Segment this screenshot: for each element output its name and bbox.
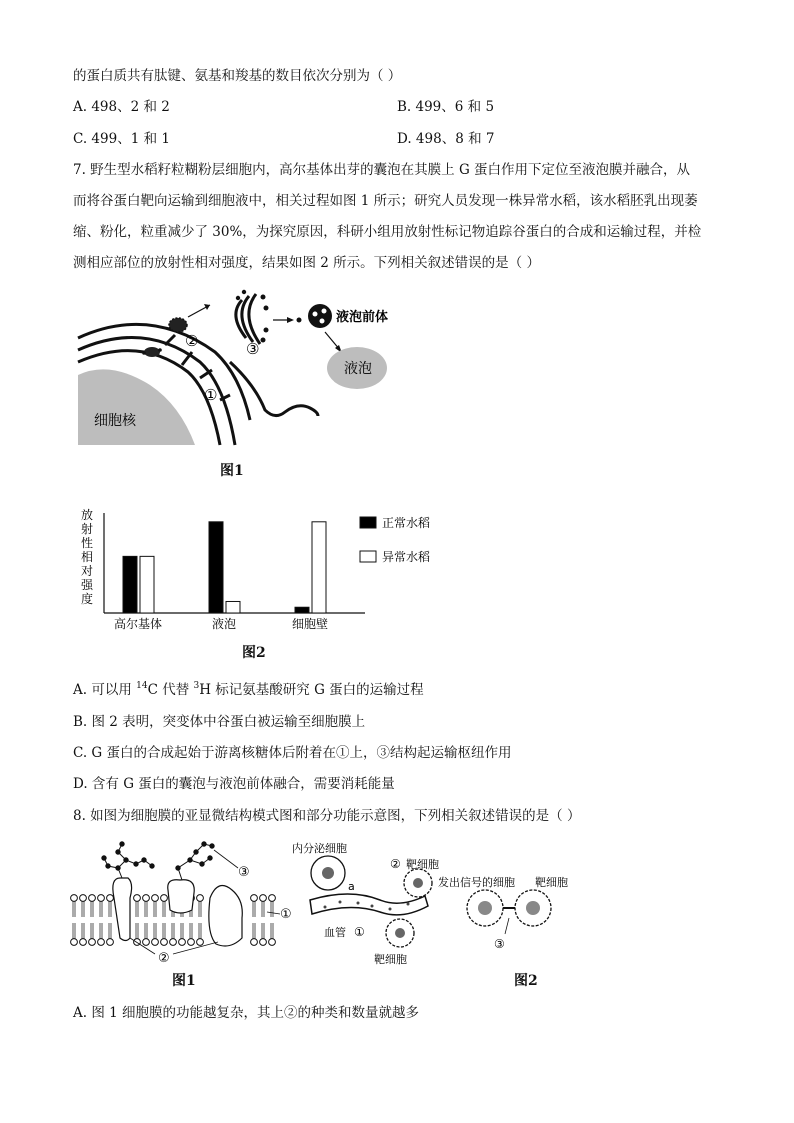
phospholipid-head xyxy=(197,895,204,902)
q6-option-a: A. 498、2 和 2 xyxy=(73,99,170,115)
phospholipid-head xyxy=(107,939,114,946)
phospholipid-head xyxy=(269,939,276,946)
target-bottom-label: 靶细胞 xyxy=(374,953,407,966)
y-axis-label xyxy=(81,508,94,606)
q7-stem-line-2: 而将谷蛋白靶向运输到细胞液中，相关过程如图 1 所示；研究人员发现一株异常水稻，该水稻胚乳出现萎 xyxy=(73,193,698,209)
bar-normal-1 xyxy=(209,522,223,613)
q6-option-c: C. 499、1 和 1 xyxy=(73,131,170,147)
protein-middle xyxy=(168,880,194,913)
q7-option-d: D. 含有 G 蛋白的囊泡与液泡前体融合，需要消耗能量 xyxy=(73,776,395,792)
vacuole-precursor-label: 液泡前体 xyxy=(336,310,389,325)
q8-fig2-signaling xyxy=(290,838,590,968)
phospholipid-head xyxy=(71,895,78,902)
x-tick-label: 高尔基体 xyxy=(113,617,163,631)
q8-stem: 8. 如图为细胞膜的亚显微结构模式图和部分功能示意图，下列相关叙述错误的是（ ） xyxy=(73,808,581,824)
y-label-char: 射 xyxy=(81,522,94,536)
x-tick-label: 细胞壁 xyxy=(291,617,329,631)
legend-label: 正常水稻 xyxy=(382,516,431,530)
signal-cell-label: 发出信号的细胞 xyxy=(438,876,515,889)
membrane-marker-1: ① xyxy=(280,907,292,922)
membrane-marker-3: ③ xyxy=(238,865,250,880)
blood-vessel xyxy=(310,894,428,915)
q8-fig1-membrane xyxy=(70,838,300,968)
q7-fig1-diagram xyxy=(70,290,410,450)
phospholipid-head xyxy=(152,939,159,946)
bar-abnormal-1 xyxy=(226,601,240,613)
fig2-marker-3: ③ xyxy=(494,937,505,951)
marker-3: ③ xyxy=(246,340,260,358)
membrane-marker-2: ② xyxy=(158,951,170,966)
protein-left xyxy=(113,878,132,941)
q7-stem-line-4: 测相应部位的放射性相对强度，结果如图 2 所示。下列相关叙述错误的是（ ） xyxy=(73,255,540,271)
phospholipid-head xyxy=(80,895,87,902)
q7-fig2-chart xyxy=(75,505,455,635)
q7-stem-line-1: 7. 野生型水稻籽粒糊粉层细胞内，高尔基体出芽的囊泡在其膜上 G 蛋白作用下定位至液泡膜并融合，从 xyxy=(73,162,691,178)
y-label-char: 相 xyxy=(81,550,94,564)
vacuole-precursor xyxy=(308,304,332,328)
phospholipid-head xyxy=(89,895,96,902)
legend-swatch xyxy=(360,551,376,562)
q8-fig1-caption: 图1 xyxy=(172,973,196,989)
q7-option-a: A. 可以用 $^{14}$C 代替 $^3$H 标记氨基酸研究 G 蛋白的运输过程 xyxy=(73,681,424,698)
q8-fig2-caption: 图2 xyxy=(514,973,538,989)
fig2-label-a: a xyxy=(348,880,355,893)
nucleus-label: 细胞核 xyxy=(94,413,136,429)
q7-stem-line-3: 缩、粉化，粒重减少了 30%，为探究原因，科研小组用放射性标记物追踪谷蛋白的合成和运输过程，并检 xyxy=(73,224,702,240)
phospholipid-head xyxy=(269,895,276,902)
q6-option-b: B. 499、6 和 5 xyxy=(397,99,495,115)
phospholipid-head xyxy=(161,895,168,902)
y-label-char: 度 xyxy=(81,592,94,606)
q7-fig1-caption: 图1 xyxy=(220,463,244,479)
golgi-apparatus xyxy=(236,294,260,344)
phospholipid-head xyxy=(260,895,267,902)
fig2-marker-2: ② xyxy=(390,857,401,871)
phospholipid-head xyxy=(89,939,96,946)
phospholipid-head xyxy=(71,939,78,946)
bar-normal-2 xyxy=(295,607,309,613)
phospholipid-head xyxy=(98,895,105,902)
y-label-char: 放 xyxy=(81,508,94,522)
phospholipid-head xyxy=(134,895,141,902)
q6-stem-tail: 的蛋白质共有肽键、氨基和羧基的数目依次分别为（ ） xyxy=(73,68,402,84)
target-right-label: 靶细胞 xyxy=(535,876,568,889)
q7-option-b: B. 图 2 表明，突变体中谷蛋白被运输至细胞膜上 xyxy=(73,714,366,730)
target-top-label: 靶细胞 xyxy=(406,858,439,871)
phospholipid-head xyxy=(98,939,105,946)
bar-abnormal-0 xyxy=(140,556,154,613)
y-label-char: 对 xyxy=(81,564,94,578)
legend-swatch xyxy=(360,517,376,528)
phospholipid-head xyxy=(188,939,195,946)
phospholipid-head xyxy=(143,939,150,946)
phospholipid-head xyxy=(161,939,168,946)
y-label-char: 性 xyxy=(81,536,94,550)
phospholipid-head xyxy=(179,939,186,946)
bar-normal-0 xyxy=(123,556,137,613)
phospholipid-head xyxy=(170,939,177,946)
phospholipid-head xyxy=(251,895,258,902)
phospholipid-head xyxy=(152,895,159,902)
marker-2: ② xyxy=(185,332,199,350)
phospholipid-head xyxy=(260,939,267,946)
phospholipid-head xyxy=(143,895,150,902)
legend-label: 异常水稻 xyxy=(382,550,431,564)
vessel-label: 血管 xyxy=(324,926,346,939)
q7-option-c: C. G 蛋白的合成起始于游离核糖体后附着在①上，③结构起运输枢纽作用 xyxy=(73,745,512,761)
y-label-char: 强 xyxy=(81,578,94,592)
endocrine-label: 内分泌细胞 xyxy=(292,842,347,855)
q6-option-d: D. 498、8 和 7 xyxy=(397,131,495,147)
vesicle-2 xyxy=(169,318,187,332)
marker-1: ① xyxy=(204,386,218,404)
nucleus-shape xyxy=(78,369,195,445)
fig2-marker-1: ① xyxy=(354,925,365,939)
q7-fig2-caption: 图2 xyxy=(242,645,266,661)
x-tick-label: 液泡 xyxy=(211,617,237,631)
phospholipid-head xyxy=(197,939,204,946)
phospholipid-head xyxy=(107,895,114,902)
vacuole-label: 液泡 xyxy=(344,361,372,377)
bar-abnormal-2 xyxy=(312,522,326,613)
protein-right xyxy=(209,886,242,947)
phospholipid-head xyxy=(80,939,87,946)
phospholipid-head xyxy=(251,939,258,946)
q8-option-a: A. 图 1 细胞膜的功能越复杂，其上②的种类和数量就越多 xyxy=(73,1005,420,1021)
